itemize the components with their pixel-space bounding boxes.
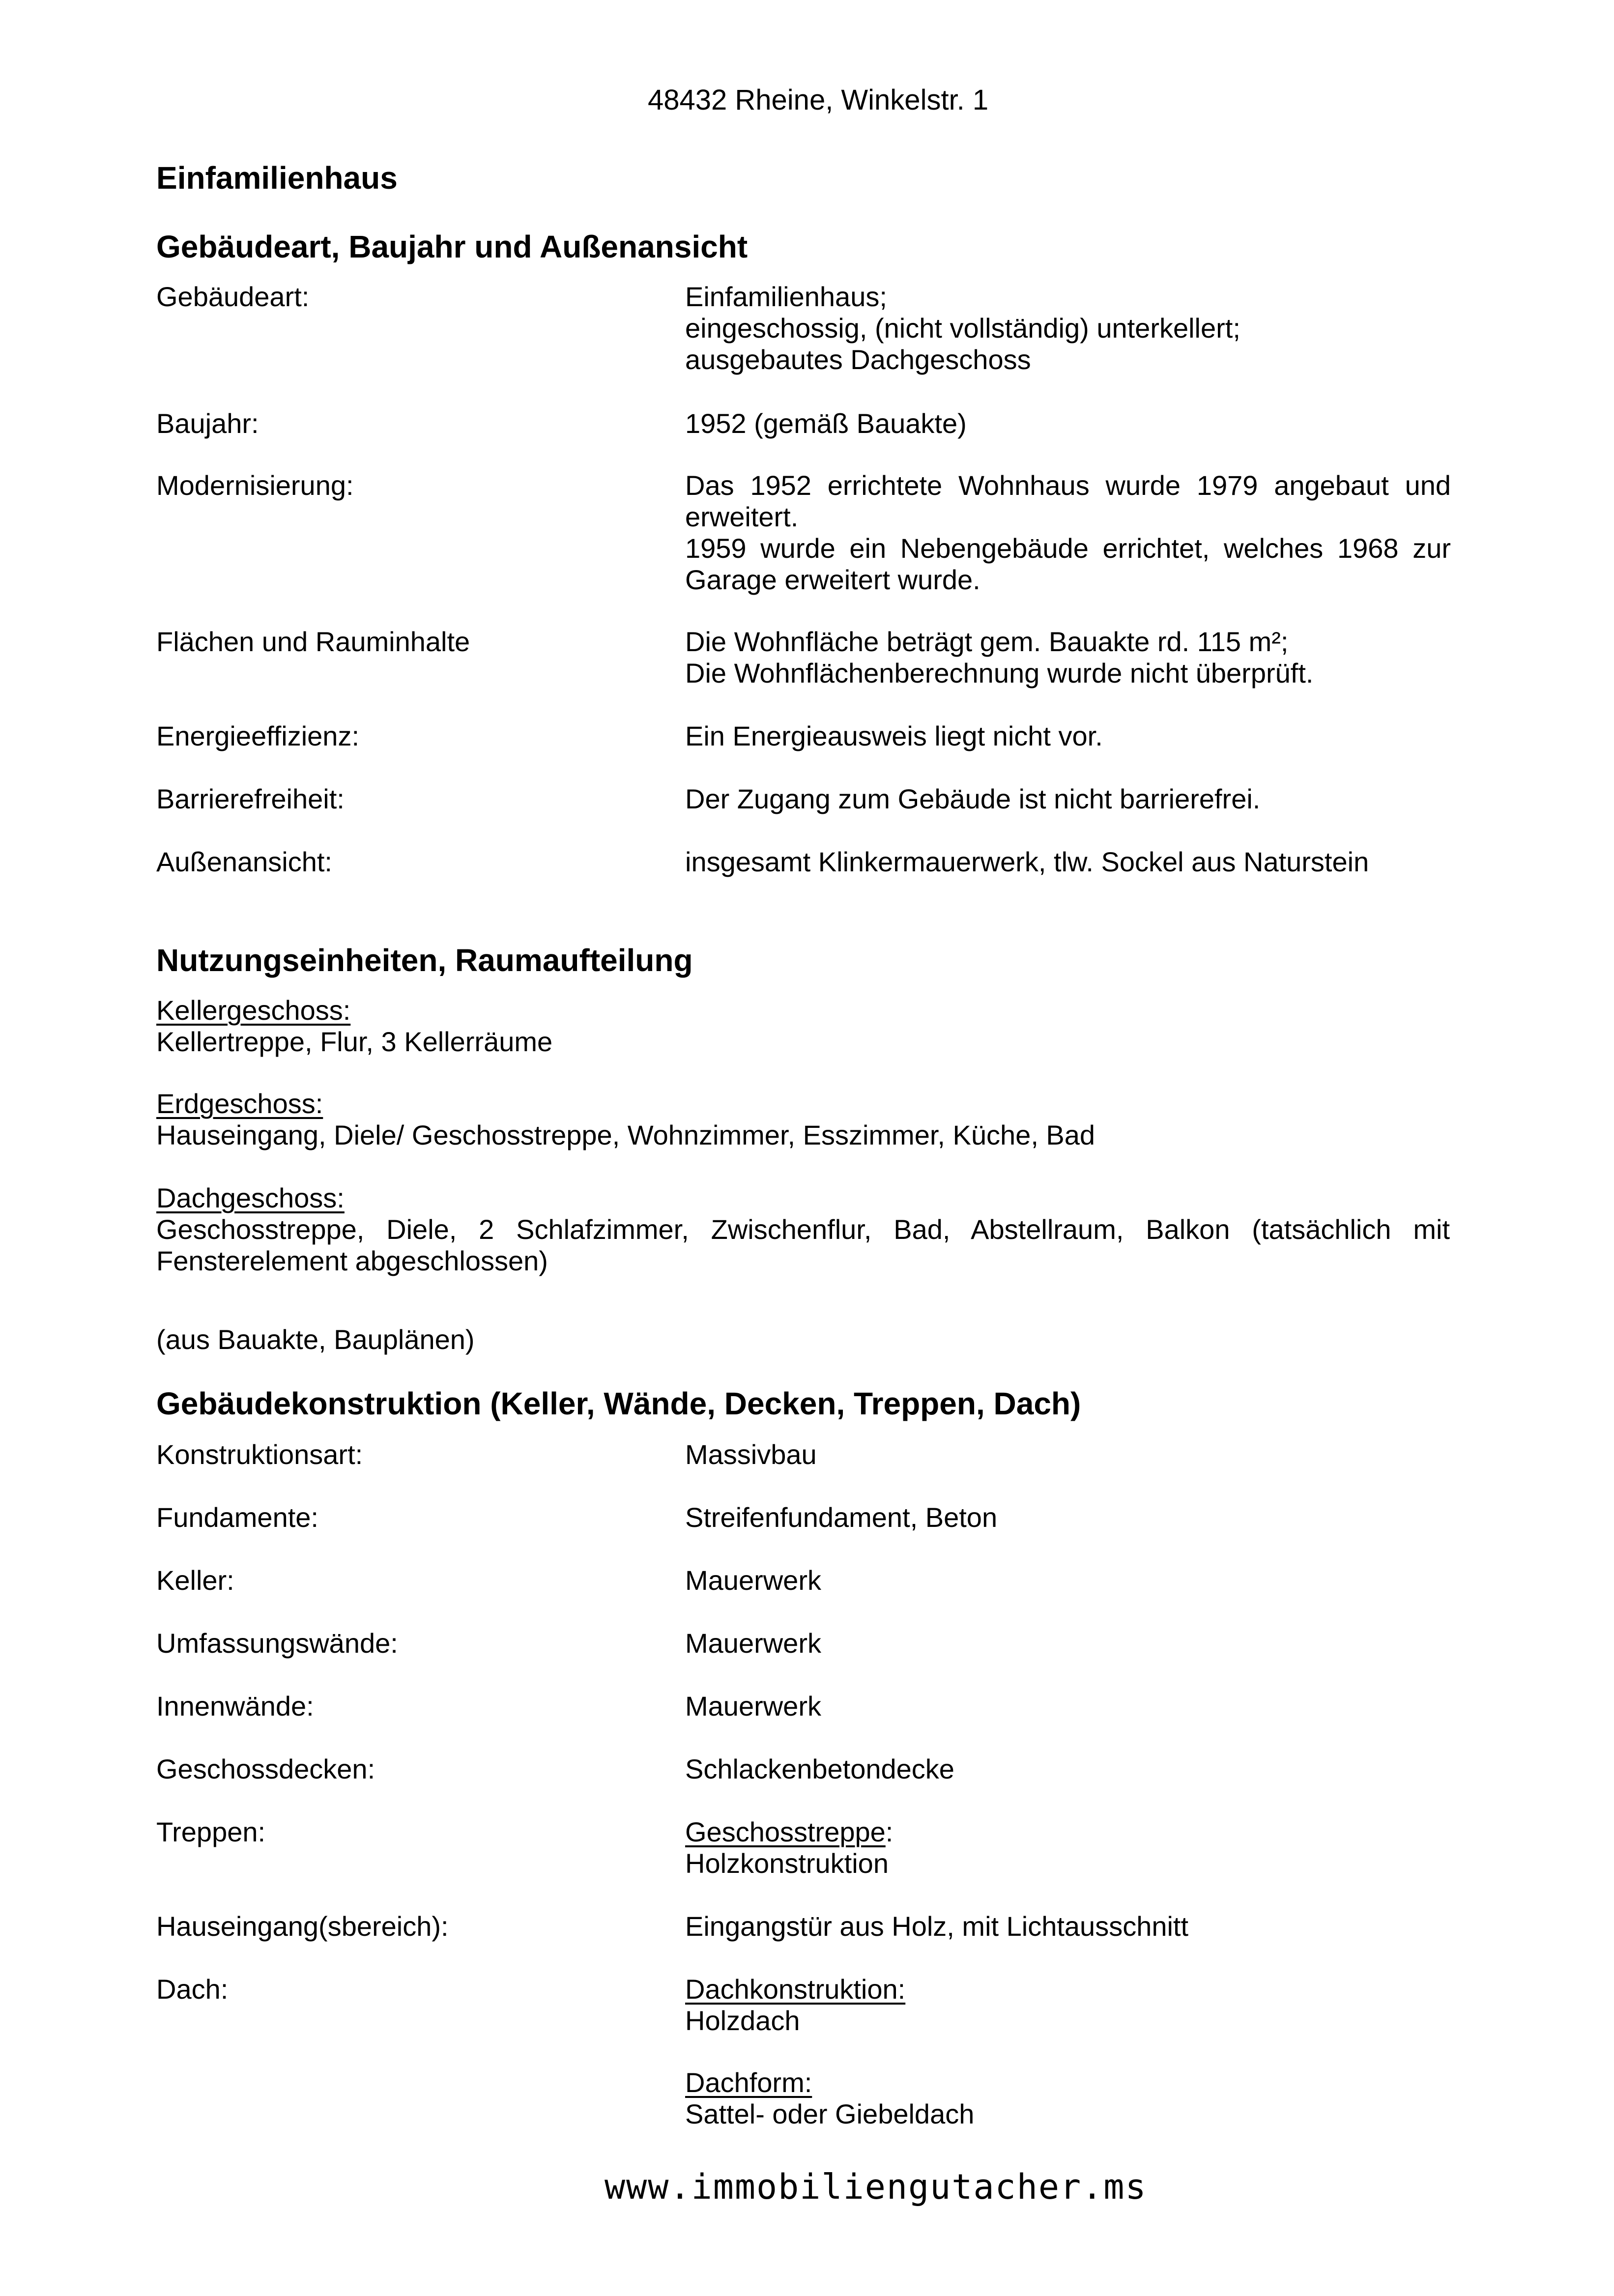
value-modernisierung-line1: Das 1952 errichtete Wohnhaus wurde 1979 angebaut und xyxy=(685,470,1451,501)
label-umfassungswaende: Umfassungswände: xyxy=(156,1628,398,1659)
value-fundamente: Streifenfundament, Beton xyxy=(685,1502,998,1533)
floor-title-dachgeschoss: Dachgeschoss: xyxy=(156,1182,345,1213)
floor-rooms-erdgeschoss: Hauseingang, Diele/ Geschosstreppe, Wohnzimmer, Esszimmer, Küche, Bad xyxy=(156,1119,1095,1150)
label-hauseingang: Hauseingang(sbereich): xyxy=(156,1911,449,1942)
value-gebaeudeart-line1: Einfamilienhaus; xyxy=(685,281,887,312)
label-aussenansicht: Außenansicht: xyxy=(156,846,332,877)
label-barrierefreiheit: Barrierefreiheit: xyxy=(156,783,345,814)
section-heading-gebaeudekonstruktion: Gebäudekonstruktion (Keller, Wände, Decken, Treppen, Dach) xyxy=(156,1386,1081,1421)
value-treppen: Holzkonstruktion xyxy=(685,1848,889,1879)
section-heading-gebaeudeart: Gebäudeart, Baujahr und Außenansicht xyxy=(156,229,748,264)
floor-title-kellergeschoss: Kellergeschoss: xyxy=(156,995,351,1026)
value-energieeffizienz: Ein Energieausweis liegt nicht vor. xyxy=(685,720,1103,751)
label-flaechen: Flächen und Rauminhalte xyxy=(156,626,470,657)
value-hauseingang: Eingangstür aus Holz, mit Lichtausschnitt xyxy=(685,1911,1189,1942)
value-keller: Mauerwerk xyxy=(685,1565,821,1596)
label-modernisierung: Modernisierung: xyxy=(156,470,354,501)
value-dachkonstruktion: Holzdach xyxy=(685,2005,800,2036)
value-dachform: Sattel- oder Giebeldach xyxy=(685,2098,975,2129)
footer-url: www.immobiliengutacher.ms xyxy=(605,2167,1147,2207)
label-treppen: Treppen: xyxy=(156,1816,266,1847)
subtitle-dachform: Dachform: xyxy=(685,2067,812,2098)
value-innenwaende: Mauerwerk xyxy=(685,1691,821,1722)
floor-rooms-kellergeschoss: Kellertreppe, Flur, 3 Kellerräume xyxy=(156,1026,553,1057)
value-modernisierung-line3: 1959 wurde ein Nebengebäude errichtet, welches 1968 zur xyxy=(685,533,1451,564)
address-header: 48432 Rheine, Winkelstr. 1 xyxy=(648,84,989,116)
value-modernisierung-line4: Garage erweitert wurde. xyxy=(685,564,980,595)
floor-title-erdgeschoss: Erdgeschoss: xyxy=(156,1088,323,1119)
value-flaechen-line2: Die Wohnflächenberechnung wurde nicht überprüft. xyxy=(685,658,1314,689)
label-gebaeudeart: Gebäudeart: xyxy=(156,281,310,312)
label-fundamente: Fundamente: xyxy=(156,1502,318,1533)
subtitle-dachkonstruktion: Dachkonstruktion: xyxy=(685,1974,906,2005)
label-dach: Dach: xyxy=(156,1974,229,2005)
value-umfassungswaende: Mauerwerk xyxy=(685,1628,821,1659)
subtitle-geschosstreppe-colon: : xyxy=(885,1816,893,1847)
label-keller: Keller: xyxy=(156,1565,234,1596)
floor-rooms-dachgeschoss-line1: Geschosstreppe, Diele, 2 Schlafzimmer, Zwischenflur, Bad, Abstellraum, Balkon (tatsächlich mit xyxy=(156,1214,1450,1245)
label-baujahr: Baujahr: xyxy=(156,408,259,439)
label-energieeffizienz: Energieeffizienz: xyxy=(156,720,359,751)
value-gebaeudeart-line2: eingeschossig, (nicht vollständig) unterkellert; xyxy=(685,313,1240,344)
section-heading-nutzungseinheiten: Nutzungseinheiten, Raumaufteilung xyxy=(156,943,693,978)
value-modernisierung-line2: erweitert. xyxy=(685,501,799,532)
label-innenwaende: Innenwände: xyxy=(156,1691,314,1722)
subtitle-geschosstreppe-text: Geschosstreppe xyxy=(685,1816,886,1847)
value-gebaeudeart-line3: ausgebautes Dachgeschoss xyxy=(685,344,1031,375)
subtitle-geschosstreppe xyxy=(685,1816,893,1848)
value-baujahr: 1952 (gemäß Bauakte) xyxy=(685,408,967,439)
label-geschossdecken: Geschossdecken: xyxy=(156,1753,375,1784)
source-note: (aus Bauakte, Bauplänen) xyxy=(156,1324,475,1355)
floor-rooms-dachgeschoss-line2: Fensterelement abgeschlossen) xyxy=(156,1245,548,1276)
value-aussenansicht: insgesamt Klinkermauerwerk, tlw. Sockel aus Naturstein xyxy=(685,846,1369,877)
value-flaechen-line1: Die Wohnfläche beträgt gem. Bauakte rd. 115 m²; xyxy=(685,626,1289,657)
value-barrierefreiheit: Der Zugang zum Gebäude ist nicht barrierefrei. xyxy=(685,783,1261,814)
value-geschossdecken: Schlackenbetondecke xyxy=(685,1753,954,1784)
label-konstruktionsart: Konstruktionsart: xyxy=(156,1439,363,1470)
value-konstruktionsart: Massivbau xyxy=(685,1439,817,1470)
document-title: Einfamilienhaus xyxy=(156,160,398,196)
